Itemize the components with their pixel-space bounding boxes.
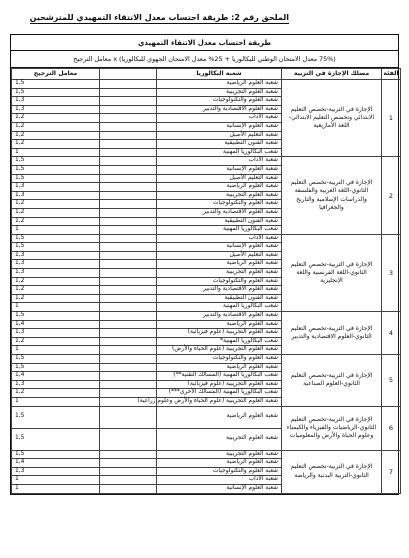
weighting-coefficient: 1,5 [12,355,100,364]
table-row [12,355,401,364]
spacer-cell [100,157,157,166]
weighting-coefficient: 1,4 [12,320,100,329]
bac-stream: شعب البكالوريا المهنية [157,226,282,235]
spacer-cell [100,208,157,217]
category-number: 1 [382,80,401,157]
weighting-coefficient: 1,3 [12,467,100,476]
spacer-cell [100,148,157,157]
weighting-coefficient: 1,4 [12,372,100,381]
weighting-coefficient: 1,2 [12,294,100,303]
bac-stream: شعبة العلوم التجريبية [157,428,282,450]
education-path: الإجازة في التربية-تخصص التعليم الثانوي-التربية البدنية والرياضة [282,450,382,493]
weighting-coefficient: 1,5 [12,174,100,183]
bac-stream: شعبة العلوم الرياضية [157,363,282,372]
spacer-cell [100,355,157,364]
weighting-coefficient: 1,2 [12,131,100,140]
spacer-cell [100,165,157,174]
spacer-cell [100,105,157,114]
spacer-cell [100,277,157,286]
spacer-cell [100,97,157,106]
category-number: 6 [382,406,401,450]
spacer-cell [100,114,157,123]
table-row [12,406,401,428]
education-path: الإجازة في التربية-تخصص التعليم الثانوي-العلوم الاقتصادية والتدبير [282,312,382,355]
table-row [12,234,401,243]
bac-stream: شعب البكالوريا المهنية [157,303,282,312]
weighting-coefficient: 1,3 [12,105,100,114]
category-number: 4 [382,312,401,355]
bac-stream: شعبة العلوم الرياضية [157,80,282,89]
weighting-coefficient: 1,3 [12,269,100,278]
bac-stream: شعبة العلوم الاقتصادية والتدبير [157,208,282,217]
spacer-cell [100,303,157,312]
weighting-coefficient: 1,5 [12,428,100,450]
bac-stream: شعبة الفنون التطبيقية [157,217,282,226]
weighting-coefficient: 1,3 [12,260,100,269]
spacer-cell [100,140,157,149]
table-header-row [12,69,401,80]
weighting-coefficient: 1,2 [12,389,100,398]
bac-stream: شعب البكالوريا المهنية* [157,337,282,346]
weighting-coefficient: 1,5 [12,363,100,372]
table-row [12,450,401,459]
category-number: 5 [382,355,401,407]
table-title: طريقة احتساب معدل الانتقاء التمهيدي [11,35,398,51]
spacer-cell [100,183,157,192]
spacer-cell [100,320,157,329]
spacer-cell [100,174,157,183]
bac-stream: شعبة العلوم الاقتصادية والتدبير [157,105,282,114]
spacer-cell [100,406,157,428]
spacer-cell [100,122,157,131]
spacer-cell [100,294,157,303]
weighting-coefficient: 1,5 [12,234,100,243]
weighting-coefficient: 1,5 [12,406,100,428]
weighting-coefficient: 1,3 [12,251,100,260]
spacer-cell [100,312,157,321]
weighting-coefficient: 1,3 [12,329,100,338]
bac-stream: شعبة العلوم والتكنولوجيات [157,97,282,106]
bac-stream: شعبة العلوم الإنسانية [157,243,282,252]
bac-stream: شعبة الآداب [157,114,282,123]
weighting-coefficient: 1 [12,476,100,485]
education-path: الإجازة في التربية-تخصص التعليم الابتدائي وتخصص التعليم الابتدائي-اللغة الأمازيغية [282,80,382,157]
header-coefficient: معامل الترجيح [12,69,100,80]
bac-stream: شعبة العلوم التجريبية [157,269,282,278]
spacer-cell [100,269,157,278]
spacer-cell [100,476,157,485]
spacer-cell [100,380,157,389]
spacer-cell [100,191,157,200]
bac-stream: شعبة العلوم التجريبية (علوم الحياة والأرض) [157,346,282,355]
weighting-coefficient: 1,5 [12,157,100,166]
weighting-coefficient: 1,2 [12,122,100,131]
bac-stream: شعبة العلوم التجريبية [157,191,282,200]
weighting-coefficient: 1 [12,484,100,493]
spacer-cell [100,260,157,269]
bac-stream: شعبة العلوم الاقتصادية والتدبير [157,286,282,295]
weighting-coefficient: 1,3 [12,191,100,200]
category-number: 7 [382,450,401,493]
bac-stream: شعبة العلوم الرياضية [157,260,282,269]
spacer-cell [100,428,157,450]
bac-stream: شعبة الآداب [157,157,282,166]
bac-stream: شعبة العلوم الإنسانية [157,484,282,493]
spacer-cell [100,226,157,235]
bac-stream: شعبة العلوم الرياضية [157,459,282,468]
spacer-cell [100,234,157,243]
weighting-coefficient: 1,2 [12,140,100,149]
bac-stream: شعبة الآداب [157,234,282,243]
weighting-coefficient: 1,2 [12,286,100,295]
table-row [12,80,401,89]
spacer-cell [100,80,157,89]
weighting-coefficient: 1 [12,346,100,355]
weighting-coefficient: 1,5 [12,243,100,252]
bac-stream: شعبة العلوم التجريبية (علوم فيزيائية) [157,380,282,389]
bac-stream: شعبة العلوم والتكنولوجيات [157,200,282,209]
category-number: 3 [382,234,401,311]
weighting-coefficient: 1,2 [12,337,100,346]
spacer-cell [100,389,157,398]
weighting-coefficient: 1,3 [12,183,100,192]
bac-stream: شعبة التعليم الأصيل [157,251,282,260]
weighting-coefficient: 1,5 [12,88,100,97]
bac-stream: شعب البكالوريا المهنية (المسالك التقنية**) [157,372,282,381]
weighting-coefficient: 1,5 [12,312,100,321]
bac-stream: شعب البكالوريا المهنية [157,148,282,157]
coefficient-table [11,68,401,494]
bac-stream: شعبة العلوم الرياضية [157,406,282,428]
spacer-cell [100,217,157,226]
bac-stream: شعبة العلوم التجريبية [157,88,282,97]
weighting-coefficient: 1 [12,226,100,235]
bac-stream: شعبة التعليم الأصيل [157,174,282,183]
spacer-cell [100,200,157,209]
education-path: الإجازة في التربية-تخصص التعليم الثانوي-العلوم الصناعية [282,355,382,407]
weighting-coefficient: 1,4 [12,459,100,468]
bac-stream: شعبة العلوم التجريبية (علوم الحياة والأرض وعلوم زراعية) [157,397,282,406]
weighting-coefficient: 1,3 [12,380,100,389]
category-number: 2 [382,157,401,234]
bac-stream: شعبة العلوم والتكنولوجيات [157,355,282,364]
bac-stream: شعبة الفنون التطبيقية [157,294,282,303]
weighting-coefficient: 1,2 [12,114,100,123]
weighting-coefficient: 1,5 [12,165,100,174]
spacer-cell [100,467,157,476]
spacer-cell [100,286,157,295]
document-title: الملحق رقم 2: طريقة احتساب معدل الانتقاء التمهيدي للمترشحين [29,13,289,22]
weighting-coefficient: 1,2 [12,200,100,209]
spacer-cell [100,329,157,338]
bac-stream: شعبة التعليم الأصيل [157,131,282,140]
bac-stream: شعبة الفنون التطبيقية [157,140,282,149]
education-path: الإجازة في التربية-تخصص التعليم الثانوي-اللغة العربية والفلسفة والدراسات الإسلامية والتاريخ والجغرافيا [282,157,382,234]
education-path: الإجازة في التربية-تخصص التعليم الثانوي-الرياضيات والفيزياء والكيمياء وعلوم الحياة والأرض والمعلوميات [282,406,382,450]
weighting-coefficient: 1 [12,303,100,312]
bac-stream: شعبة العلوم التجريبية (علوم فيزيائية) [157,329,282,338]
table-row [12,157,401,166]
bac-stream: شعبة الآداب [157,476,282,485]
spacer-cell [100,337,157,346]
bac-stream: شعب البكالوريا المهنية (المسالك الأخرى***) [157,389,282,398]
bac-stream: شعبة العلوم الرياضية [157,320,282,329]
bac-stream: شعبة العلوم والتكنولوجيات [157,277,282,286]
spacer-cell [100,484,157,493]
bac-stream: شعبة العلوم الرياضية [157,183,282,192]
table-body [12,80,401,494]
header-path: مسلك الإجازة في التربية [282,69,382,80]
header-category: الفئة [382,69,401,80]
weighting-coefficient: 1,5 [12,80,100,89]
weighting-coefficient: 1,2 [12,217,100,226]
weighting-coefficient: 1 [12,397,100,406]
table-row [12,312,401,321]
bac-stream: شعبة العلوم الاقتصادية والتدبير [157,312,282,321]
spacer-cell [100,346,157,355]
header-spacer [100,69,157,80]
weighting-coefficient: 1,5 [12,450,100,459]
bac-stream: شعبة العلوم الإنسانية [157,122,282,131]
formula-line: (75% معدل الامتحان الوطني للبكالوريا + 25% معدل الامتحان الجهوي للبكالوريا) x معامل الترجيح [11,51,398,68]
header-bac-stream: شعبة البكالوريا [157,69,282,80]
spacer-cell [100,363,157,372]
spacer-cell [100,88,157,97]
education-path: الإجازة في التربية-تخصص التعليم الثانوي-اللغة الفرنسية واللغة الإنجليزية [282,234,382,311]
bac-stream: شعبة العلوم التجريبية [157,450,282,459]
weighting-coefficient: 1,2 [12,277,100,286]
weighting-coefficient: 1,2 [12,208,100,217]
spacer-cell [100,243,157,252]
weighting-coefficient: 1 [12,148,100,157]
spacer-cell [100,450,157,459]
spacer-cell [100,459,157,468]
spacer-cell [100,131,157,140]
spacer-cell [100,372,157,381]
weighting-coefficient: 1,3 [12,97,100,106]
spacer-cell [100,251,157,260]
coefficient-table-frame [10,34,399,495]
bac-stream: شعبة العلوم الإنسانية [157,165,282,174]
bac-stream: شعبة العلوم والتكنولوجيات [157,467,282,476]
